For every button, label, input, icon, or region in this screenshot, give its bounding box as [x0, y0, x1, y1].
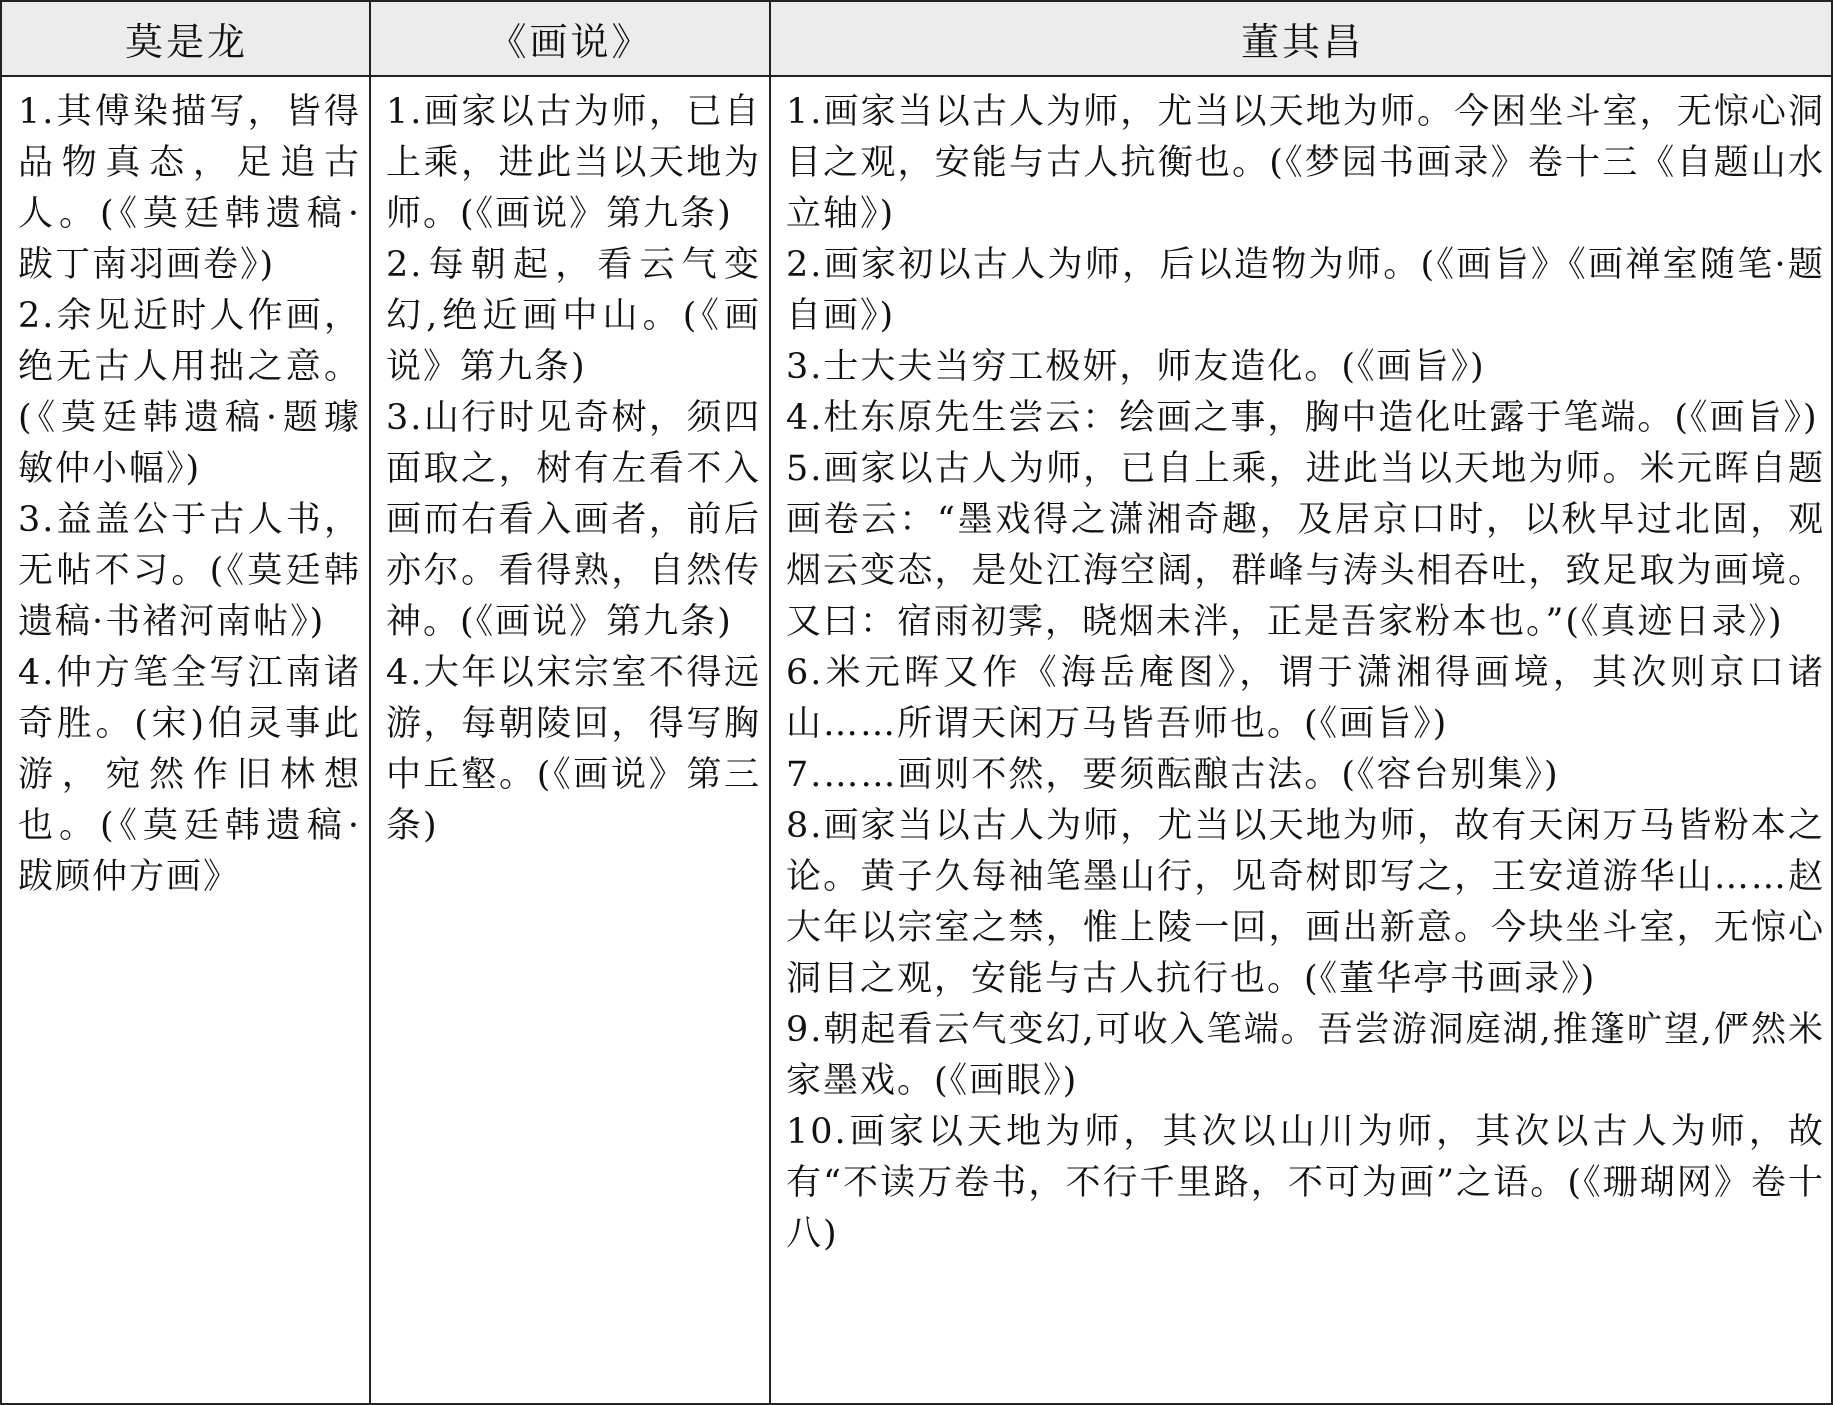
quote-entry: 3.士大夫当穷工极妍，师友造化。(《画旨》): [786, 347, 1486, 387]
quote-entry: 2.每朝起，看云气变幻,绝近画中山。(《画说》第九条): [386, 245, 761, 387]
quote-entry: 3.益盖公于古人书，无帖不习。(《莫廷韩遗稿·书褚河南帖》): [18, 500, 361, 642]
quote-entry: 2.画家初以古人为师，后以造物为师。(《画旨》《画禅室随笔·题自画》): [786, 245, 1825, 336]
quote-entry: 3.山行时见奇树，须四面取之，树有左看不入画而右看入画者，前后亦尔。看得熟，自然传神。(《画说》第九条): [386, 398, 761, 642]
column-divider: [369, 2, 371, 1403]
quote-entry: 8.画家当以古人为师，尤当以天地为师，故有天闲万马皆粉本之论。黄子久每袖笔墨山行，见奇树即写之，王安道游华山……赵大年以宗室之禁，惟上陵一回，画出新意。今块坐斗室，无惊心洞目之观，安能与古人抗行也。(《董华亭书画录》): [786, 806, 1825, 999]
quote-entry: 4.大年以宋宗室不得远游，每朝陵回，得写胸中丘壑。(《画说》第三条): [386, 653, 761, 846]
column-body-dong-qichang: [772, 87, 1833, 1397]
quote-entry: 9.朝起看云气变幻,可收入笔端。吾尝游洞庭湖,推篷旷望,俨然米家墨戏。(《画眼》): [786, 1010, 1825, 1101]
quote-entry: 4.杜东原先生尝云：绘画之事，胸中造化吐露于笔端。(《画旨》): [786, 398, 1819, 438]
quote-entry: 10.画家以天地为师，其次以山川为师，其次以古人为师，故有“不读万卷书，不行千里路，不可为画”之语。(《珊瑚网》卷十八): [786, 1112, 1825, 1254]
column-body-huashuo: [372, 87, 769, 1397]
quote-entry: 2.余见近时人作画，绝无古人用拙之意。(《莫廷韩遗稿·题璩敏仲小幅》): [18, 296, 361, 489]
column-divider: [769, 2, 771, 1403]
column-body-mo-shilong: [4, 87, 369, 1397]
quote-entry: 1.其傅染描写，皆得品物真态，足追古人。(《莫廷韩遗稿·跋丁南羽画卷》): [18, 92, 361, 285]
column-header-dong-qichang: 董其昌: [1240, 20, 1364, 64]
quote-entry: 1.画家以古为师，已自上乘，进此当以天地为师。(《画说》第九条): [386, 92, 761, 234]
column-header-huashuo: 《画说》: [488, 20, 653, 64]
quote-entry: 5.画家以古人为师，已自上乘，进此当以天地为师。米元晖自题画卷云：“墨戏得之潇湘奇趣，及居京口时，以秋早过北固，观烟云变态，是处江海空阔，群峰与涛头相吞吐，致足取为画境。又曰：宿雨初霁，晓烟未泮，正是吾家粉本也。”(《真迹日录》): [786, 449, 1825, 642]
quote-entry: 1.画家当以古人为师，尤当以天地为师。今困坐斗室，无惊心洞目之观，安能与古人抗衡也。(《梦园书画录》卷十三《自题山水立轴》): [786, 92, 1825, 234]
quote-entry: 4.仲方笔全写江南诸奇胜。(宋)伯灵事此游，宛然作旧林想也。(《莫廷韩遗稿·跋顾仲方画》: [18, 653, 361, 897]
column-header-mo-shilong: 莫是龙: [124, 20, 248, 64]
quote-entry: 6.米元晖又作《海岳庵图》，谓于潇湘得画境，其次则京口诸山……所谓天闲万马皆吾师也。(《画旨》): [786, 653, 1825, 744]
quote-entry: 7.……画则不然，要须酝酿古法。(《容台别集》): [786, 755, 1560, 795]
